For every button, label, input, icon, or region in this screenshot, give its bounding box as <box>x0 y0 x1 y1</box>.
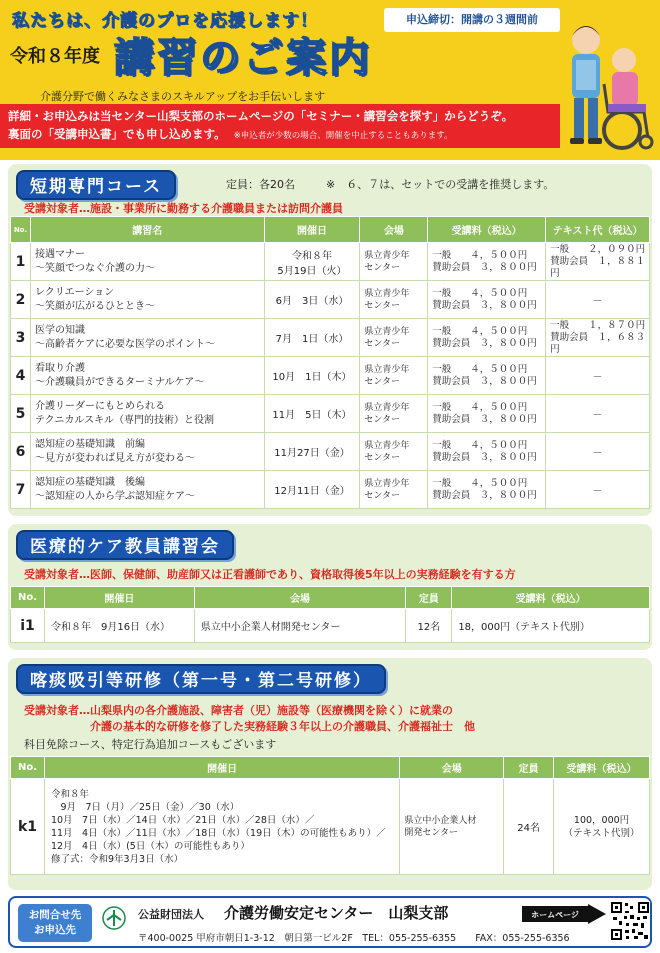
table-row <box>11 609 650 643</box>
row-course-name <box>30 319 264 357</box>
course-name-line-1: 接遇マナー <box>34 248 85 260</box>
date-day: 5月19日（火） <box>277 265 347 277</box>
page-subtitle: 介護分野で働くみなさまのスキルアップをお手伝いします <box>40 90 326 103</box>
contact-footer <box>8 896 652 948</box>
medical-care-target: 受講対象者…医師、保健師、助産師又は正看護師であり、資格取得後5年以上の実務経験を有する方 <box>24 568 516 581</box>
venue-line-2: 開発センター <box>404 827 458 838</box>
suction-training-table <box>10 756 650 875</box>
row-venue <box>360 395 428 433</box>
notice-line-1: 詳細・お申込みは当センター山梨支部のホームページの「セミナー・講習会を探す」からどうぞ。 <box>8 109 514 123</box>
date-line: 9月 7日（月）／25日（金）／30（水） <box>50 801 240 813</box>
org-address: 〒400-0025 甲府市朝日1-3-12 朝日第一ビル2F TEL：055-255-6355 FAX：055-255-6356 <box>138 933 570 944</box>
row-no: 5 <box>11 395 31 433</box>
short-course-target: 受講対象者…施設・事業所に勤務する介護職員または訪問介護員 <box>24 202 343 215</box>
fee-general: 一般 ４，５００円 <box>432 363 528 375</box>
fee-general: 一般 ４，５００円 <box>432 325 528 337</box>
text-fee-general: 一般 ２，０９０円 <box>550 243 646 255</box>
col-fee: 受講料（税込） <box>452 587 650 609</box>
col-venue: 会場 <box>360 217 428 243</box>
course-name-line-2: ～笑顔が広がるひととき～ <box>34 300 155 312</box>
row-course-name <box>30 281 264 319</box>
date-line: 令和８年 <box>50 788 89 800</box>
contact-badge-line-2: お申込先 <box>34 924 76 936</box>
notice-line-2-text: 裏面の「受講申込書」でも申し込めます。 <box>8 127 226 141</box>
row-no: 6 <box>11 433 31 471</box>
date-day: 11月27日（金） <box>274 448 350 459</box>
table-row <box>11 357 650 395</box>
table-row <box>11 395 650 433</box>
venue-line-1: 県立青少年 <box>364 288 410 299</box>
date-line: 10月 7日（水）／14日（水）／21日（水）／28日（水）／ <box>50 814 315 826</box>
col-venue: 会場 <box>194 587 406 609</box>
course-name-line-1: 介護リーダーにもとめられる <box>34 400 165 412</box>
text-fee-member: 賛助会員 １，８８１円 <box>550 255 646 279</box>
col-date: 開催日 <box>44 757 399 779</box>
suction-training-section <box>8 658 652 890</box>
course-name-line-1: レクリエーション <box>34 286 115 298</box>
fee-member: 賛助会員 ３，８００円 <box>432 451 537 463</box>
application-notice <box>0 104 560 148</box>
venue-line-2: センター <box>364 300 401 311</box>
homepage-link[interactable] <box>522 904 606 924</box>
notice-line-2 <box>8 125 552 145</box>
col-no: No. <box>11 757 45 779</box>
course-name-line-1: 認知症の基礎知識 前編 <box>34 438 145 450</box>
table-row <box>11 471 650 509</box>
venue-line-2: センター <box>364 262 401 273</box>
fee-member: 賛助会員 ３，８００円 <box>432 375 537 387</box>
notice-note: ※申込者が少数の場合、開催を中止することもあります。 <box>233 131 453 141</box>
venue-line-1: 県立青少年 <box>364 440 410 451</box>
row-no: i1 <box>11 609 45 643</box>
col-course-name: 講習名 <box>30 217 264 243</box>
row-text-fee: － <box>546 281 650 319</box>
table-row <box>11 433 650 471</box>
col-venue: 会場 <box>400 757 504 779</box>
row-course-name <box>30 395 264 433</box>
course-name-line-2: ～認知症の人から学ぶ認知症ケア～ <box>34 490 195 502</box>
venue-line-1: 県立青少年 <box>364 364 410 375</box>
table-row <box>11 243 650 281</box>
date-day: 12月11日（金） <box>274 486 350 497</box>
row-fee <box>428 433 546 471</box>
row-course-name <box>30 243 264 281</box>
col-capacity: 定員 <box>406 587 452 609</box>
date-day: 7月 1日（水） <box>275 334 349 345</box>
row-text-fee <box>546 243 650 281</box>
page-title: 講習のご案内 <box>114 35 372 81</box>
date-line: 12月 4日（水）(5日（木）の可能性もあり） <box>50 840 250 852</box>
row-venue <box>400 779 504 875</box>
date-year: 令和８年 <box>291 250 332 262</box>
org-name: 介護労働安定センター 山梨支部 <box>224 904 449 922</box>
row-fee <box>428 395 546 433</box>
row-date <box>264 395 360 433</box>
short-course-section <box>8 164 652 516</box>
col-capacity: 定員 <box>504 757 554 779</box>
row-dates <box>44 779 399 875</box>
short-course-title: 短期専門コース <box>16 170 176 200</box>
row-fee <box>428 281 546 319</box>
fee-member: 賛助会員 ３，８００円 <box>432 413 537 425</box>
fee-general: 一般 ４，５００円 <box>432 439 528 451</box>
deadline-badge: 申込締切：開講の３週間前 <box>384 8 560 32</box>
col-fee: 受講料（税込） <box>428 217 546 243</box>
fee-line-2: （テキスト代別） <box>563 827 640 839</box>
fee-member: 賛助会員 ３，８００円 <box>432 489 537 501</box>
row-date <box>264 471 360 509</box>
date-day: 6月 3日（水） <box>275 296 349 307</box>
row-fee <box>554 779 650 875</box>
row-no: 7 <box>11 471 31 509</box>
table-row <box>11 281 650 319</box>
row-no: 1 <box>11 243 31 281</box>
course-name-line-2: テクニカルスキル（専門的技術）と役割 <box>34 414 214 426</box>
venue-line-1: 県立青少年 <box>364 250 410 261</box>
col-date: 開催日 <box>264 217 360 243</box>
course-name-line-2: ～高齢者ケアに必要な医学のポイント～ <box>34 338 215 350</box>
row-fee <box>428 471 546 509</box>
row-text-fee: － <box>546 471 650 509</box>
medical-care-table <box>10 586 650 643</box>
row-venue <box>360 243 428 281</box>
date-day: 10月 1日（木） <box>272 372 352 383</box>
medical-care-section <box>8 524 652 650</box>
venue-line-2: センター <box>364 338 401 349</box>
date-line: 修了式：令和9年3月3日（水） <box>50 853 184 865</box>
col-no: No. <box>11 217 31 243</box>
fee-member: 賛助会員 ３，８００円 <box>432 337 537 349</box>
text-fee-member: 賛助会員 １，６８３円 <box>550 331 646 355</box>
row-fee <box>428 243 546 281</box>
venue-line-1: 県立青少年 <box>364 326 410 337</box>
col-fee: 受講料（税込） <box>554 757 650 779</box>
col-no: No. <box>11 587 45 609</box>
table-row <box>11 779 650 875</box>
course-name-line-1: 医学の知識 <box>34 324 85 336</box>
col-text-fee: テキスト代（税込） <box>546 217 650 243</box>
fee-member: 賛助会員 ３，８００円 <box>432 299 537 311</box>
fee-general: 一般 ４，５００円 <box>432 249 528 261</box>
row-text-fee <box>546 319 650 357</box>
fee-member: 賛助会員 ３，８００円 <box>432 261 537 273</box>
row-venue <box>360 471 428 509</box>
caregiver-wheelchair-icon <box>558 12 656 156</box>
row-date <box>264 433 360 471</box>
row-venue: 県立中小企業人材開発センター <box>194 609 406 643</box>
course-name-line-2: ～笑顔でつなぐ介護の力～ <box>34 262 155 274</box>
catch-phrase: 私たちは、介護のプロを応援します！ <box>12 11 318 31</box>
row-venue <box>360 281 428 319</box>
table-row <box>11 319 650 357</box>
fee-line-1: 100，000円 <box>573 814 630 826</box>
row-no: k1 <box>11 779 45 875</box>
row-fee: 18，000円（テキスト代別） <box>452 609 650 643</box>
row-date <box>264 243 360 281</box>
venue-line-2: センター <box>364 376 401 387</box>
qr-code-icon[interactable] <box>610 901 650 941</box>
row-fee <box>428 319 546 357</box>
fee-general: 一般 ４，５００円 <box>432 477 528 489</box>
header-banner <box>0 0 660 160</box>
date-line: 11月 4日（水）／11日（水）／18日（水）（19日（木）の可能性もあり）／ <box>50 827 386 839</box>
row-date <box>264 319 360 357</box>
short-course-capacity: 定員：各20名 <box>226 178 295 191</box>
row-date <box>264 281 360 319</box>
row-course-name <box>30 471 264 509</box>
suction-training-courses: 科目免除コース、特定行為追加コースもございます <box>24 738 277 751</box>
venue-line-2: センター <box>364 490 401 501</box>
row-no: 3 <box>11 319 31 357</box>
contact-badge-line-1: お問合せ先 <box>28 909 82 921</box>
row-venue <box>360 433 428 471</box>
row-text-fee: － <box>546 433 650 471</box>
course-name-line-2: ～介護職員ができるターミナルケア～ <box>34 376 205 388</box>
row-venue <box>360 357 428 395</box>
suction-training-target-1: 受講対象者…山梨県内の各介護施設、障害者（児）施設等（医療機関を除く）に就業の <box>24 704 453 717</box>
row-no: 4 <box>11 357 31 395</box>
row-course-name <box>30 357 264 395</box>
venue-line-2: センター <box>364 414 401 425</box>
medical-care-title: 医療的ケア教員講習会 <box>16 530 234 560</box>
fee-general: 一般 ４，５００円 <box>432 401 528 413</box>
course-name-line-2: ～見方が変われば見え方が変わる～ <box>34 452 195 464</box>
contact-badge <box>18 904 92 942</box>
row-venue <box>360 319 428 357</box>
row-no: 2 <box>11 281 31 319</box>
text-fee-general: 一般 １，８７０円 <box>550 319 646 331</box>
row-date <box>264 357 360 395</box>
short-course-table <box>10 216 650 509</box>
suction-training-title: 喀痰吸引等研修（第一号・第二号研修） <box>16 664 386 694</box>
row-text-fee: － <box>546 395 650 433</box>
homepage-label: ホームページ <box>531 910 579 920</box>
org-type: 公益財団法人 <box>138 908 204 921</box>
course-name-line-1: 認知症の基礎知識 後編 <box>34 476 145 488</box>
venue-line-1: 県立青少年 <box>364 402 410 413</box>
col-date: 開催日 <box>44 587 194 609</box>
date-day: 11月 5日（木） <box>272 410 352 421</box>
suction-training-target-2: 介護の基本的な研修を修了した実務経験３年以上の介護職員、介護福祉士 他 <box>90 720 475 733</box>
row-date: 令和８年 9月16日（水） <box>44 609 194 643</box>
foundation-logo-icon <box>102 906 126 930</box>
row-capacity: 12名 <box>406 609 452 643</box>
short-course-note: ※ ６、７は、セットでの受講を推奨します。 <box>326 178 555 191</box>
row-course-name <box>30 433 264 471</box>
fee-general: 一般 ４，５００円 <box>432 287 528 299</box>
row-capacity: 24名 <box>504 779 554 875</box>
venue-line-1: 県立青少年 <box>364 478 410 489</box>
row-text-fee: － <box>546 357 650 395</box>
row-fee <box>428 357 546 395</box>
venue-line-1: 県立中小企業人材 <box>404 815 477 826</box>
course-name-line-1: 看取り介護 <box>34 362 85 374</box>
venue-line-2: センター <box>364 452 401 463</box>
fiscal-year: 令和８年度 <box>10 46 100 67</box>
